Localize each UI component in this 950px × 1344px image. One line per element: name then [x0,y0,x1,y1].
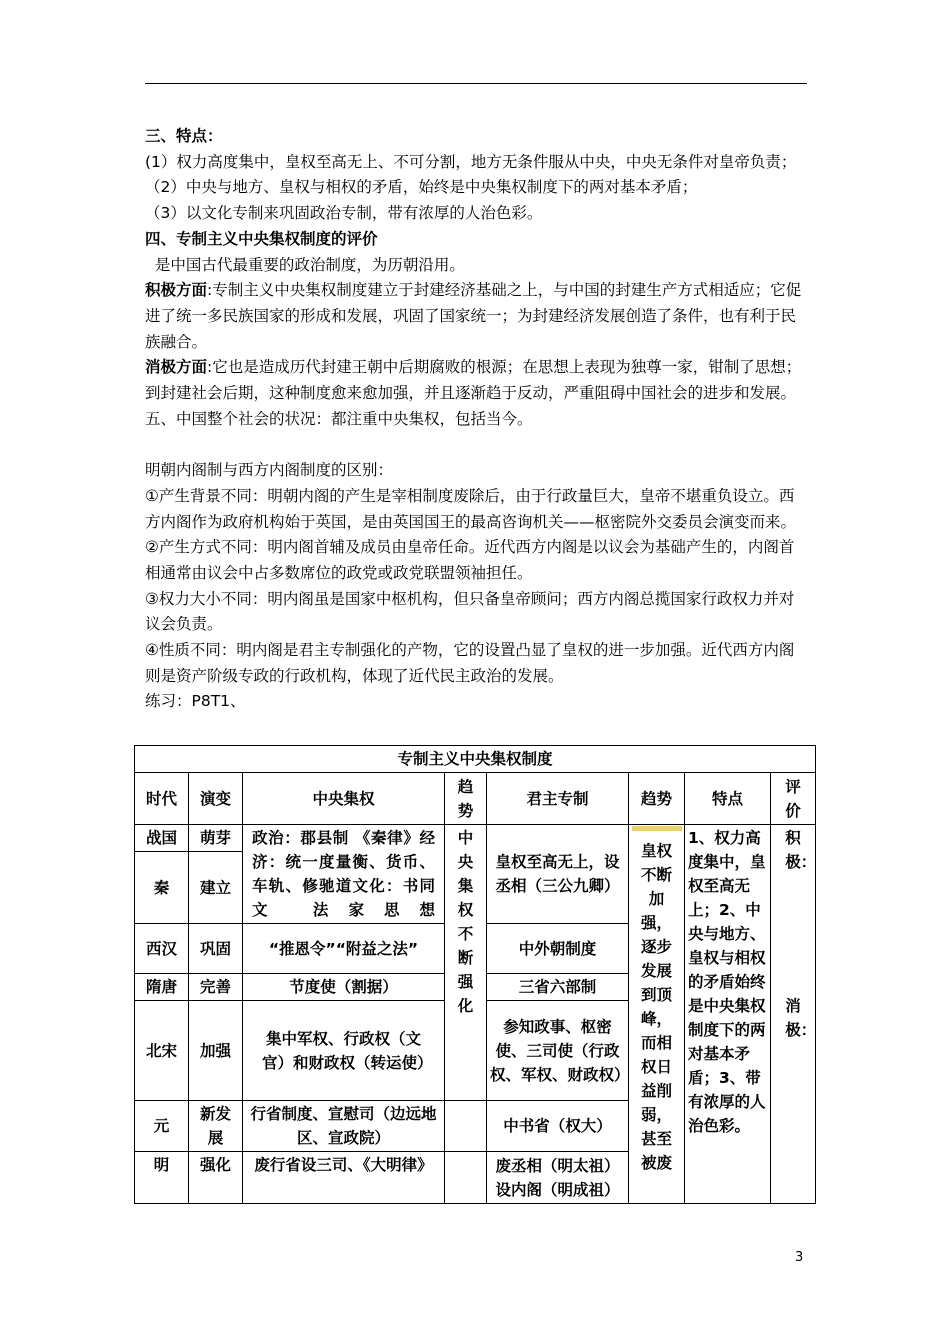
monarch-trend: 皇权不断加强，逐步发展到顶峰，而相权日益削弱，甚至被废 [629,825,685,1204]
section3-heading: 三、特点： [145,127,223,145]
section4-heading: 四、专制主义中央集权制度的评价 [145,229,378,248]
evolution-ming: 强化 [189,1152,243,1204]
section3-item-1: (1）权力高度集中，皇权至高无上、不可分割，地方无条件服从中央，中央无条件对皇帝负责； [145,152,797,171]
era-qin: 秦 [135,852,189,924]
monarch-song: 参知政事、枢密使、三司使（行政权、军权、财政权） [487,1001,629,1101]
table-title: 专制主义中央集权制度 [135,746,816,773]
central-trend: 中央集权不断强化 [445,825,487,1101]
monarch-qin: 皇权至高无上，设丞相（三公九卿） [487,825,629,924]
central-trend-blank [445,1101,487,1152]
monarch-sui-tang: 三省六部制 [487,974,629,1001]
central-trend-blank-2 [445,1152,487,1204]
summary-table [134,745,816,1204]
header-rule [145,83,807,84]
central-yuan: 行省制度、宣慰司（边远地区、宣政院） [243,1101,445,1152]
central-qin: 政治：郡县制 《秦律》经济：统一度量衡、货币、车轨、修驰道文化：书同文 法家思想 [243,825,445,924]
section4-positive: 积极方面:专制主义中央集权制度建立于封建经济基础之上，与中国的封建生产方式相适应；它促进了统一多民族国家的形成和发展，巩固了国家统一；为封建经济发展创造了条件，也有利于民族融合。 [145,281,802,351]
section4-negative: 消极方面:它也是造成历代封建王朝中后期腐败的根源；在思想上表现为独尊一家，钳制了思想；到封建社会后期，这种制度愈来愈加强，并且逐渐趋于反动，严重阻碍中国社会的进步和发展。 [145,358,802,403]
central-song: 集中军权、行政权（文官）和财政权（转运使） [243,1001,445,1101]
compare-item-4: ④性质不同：明内阁是君主专制强化的产物，它的设置凸显了皇权的进一步加强。近代西方内阁则是资产阶级专政的行政机构，体现了近代民主政治的发展。 [145,641,795,685]
era-sui-tang: 隋唐 [135,974,189,1001]
monarch-han: 中外朝制度 [487,924,629,974]
evaluation: 积极： 消极： [771,825,816,1204]
era-northern-song: 北宋 [135,1001,189,1101]
section3-item-3: （3）以文化专制来巩固政治专制，带有浓厚的人治色彩。 [145,204,543,223]
monarch-yuan: 中书省（权大） [487,1101,629,1152]
compare-item-2: ②产生方式不同：明内阁首辅及成员由皇帝任命。近代西方内阁是以议会为基础产生的，内阁首相通常由议会中占多数席位的政党或政党联盟领袖担任。 [145,538,795,582]
header-monarch: 君主专制 [487,773,629,825]
evolution-northern-song: 加强 [189,1001,243,1101]
compare-item-1: ①产生背景不同：明朝内阁的产生是宰相制度废除后，由于行政量巨大，皇帝不堪重负设立。西方内阁作为政府机构始于英国，是由英国国王的最高咨询机关——枢密院外交委员会演变而来。 [145,486,797,531]
exercise-line: 练习：P8T1、 [145,692,246,711]
compare-item-3: ③权力大小不同：明内阁虽是国家中枢机构，但只备皇帝顾问；西方内阁总揽国家行政权力并对议会负责。 [145,589,795,634]
body-text [145,124,825,715]
era-ming: 明 [135,1152,189,1204]
features: 1、权力高度集中，皇权至高无上；2、中央与地方、皇权与相权的矛盾始终是中央集权制度下的两对基本矛盾；3、带有浓厚的人治色彩。 [685,825,771,1204]
header-trend-monarch: 趋势 [629,773,685,825]
monarch-ming: 废丞相（明太祖） 设内阁（明成祖） [487,1152,629,1204]
central-han: “推恩令”“附益之法” [243,924,445,974]
header-central: 中央集权 [243,773,445,825]
stamp-mark [632,826,682,831]
section3-item-2: （2）中央与地方、皇权与相权的矛盾，始终是中央集权制度下的两对基本矛盾； [145,178,698,197]
evolution-yuan: 新发展 [189,1101,243,1152]
header-evaluation: 评价 [771,773,816,825]
section5-text: 五、中国整个社会的状况：都注重中央集权，包括当今。 [145,409,533,428]
page-number: 3 [795,1250,804,1265]
evolution-sui-tang: 完善 [189,974,243,1001]
era-yuan: 元 [135,1101,189,1152]
section4-intro: 是中国古代最重要的政治制度，为历朝沿用。 [154,255,465,274]
header-era: 时代 [135,773,189,825]
evolution-qin: 建立 [189,852,243,924]
header-features: 特点 [685,773,771,825]
era-warring-states: 战国 [135,825,189,852]
header-trend-central: 趋势 [445,773,487,825]
central-sui-tang: 节度使（割据） [243,974,445,1001]
evolution-western-han: 巩固 [189,924,243,974]
header-evolution: 演变 [189,773,243,825]
central-ming: 废行省设三司、《大明律》 [243,1152,445,1204]
era-western-han: 西汉 [135,924,189,974]
evolution-warring-states: 萌芽 [189,825,243,852]
compare-heading: 明朝内阁制与西方内阁制度的区别： [145,461,394,480]
